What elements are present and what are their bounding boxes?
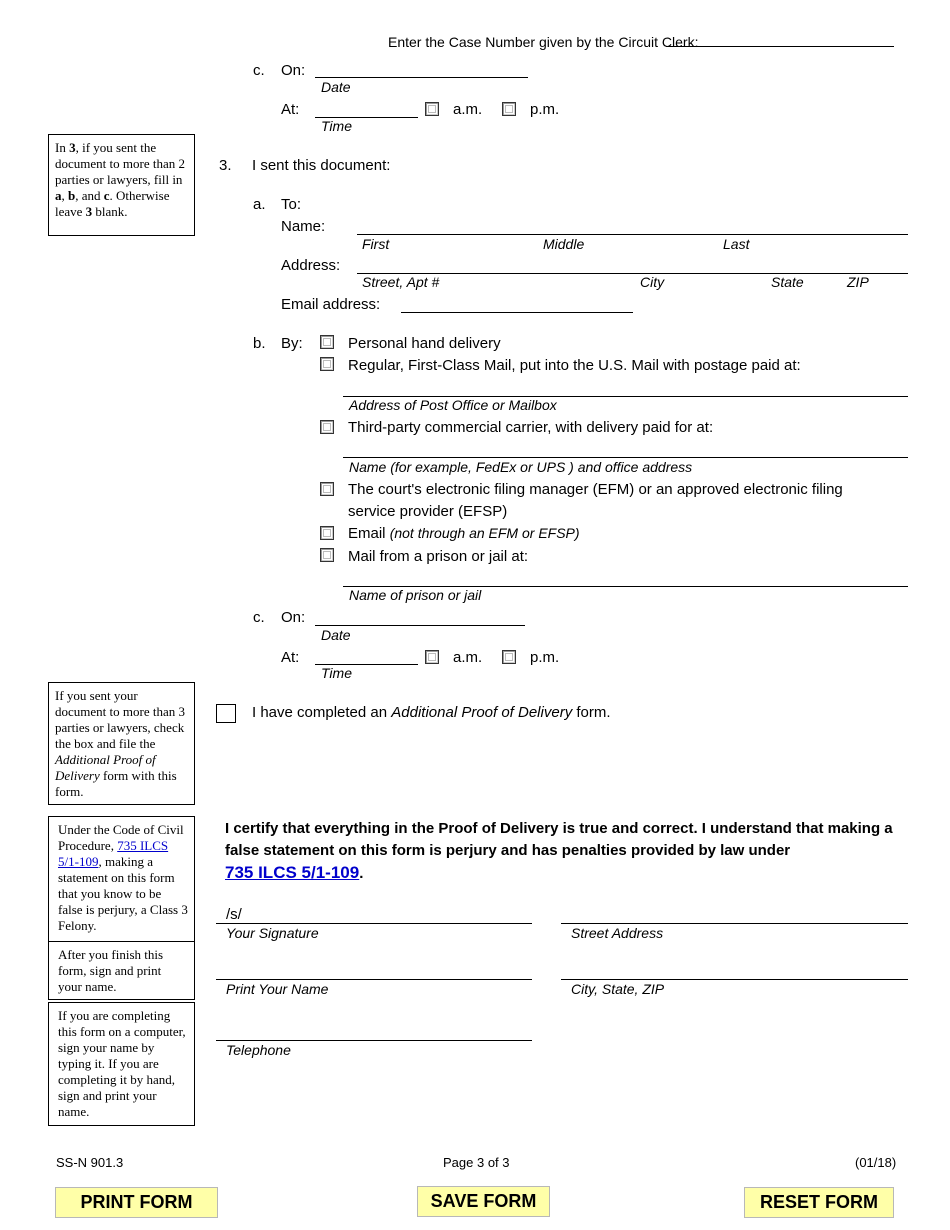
top-date-field[interactable] xyxy=(315,77,528,78)
first-class-mail-checkbox[interactable] xyxy=(320,357,334,371)
a-letter: a. xyxy=(253,196,266,213)
first-class-mail-label: Regular, First-Class Mail, put into the U.S. Mail with postage paid at: xyxy=(348,357,801,374)
save-form-button[interactable]: SAVE FORM xyxy=(417,1186,550,1217)
by-label: By: xyxy=(281,335,303,352)
hand-delivery-checkbox[interactable] xyxy=(320,335,334,349)
carrier-caption: Name (for example, FedEx or UPS ) and office address xyxy=(349,459,693,475)
instruction-box-section3: In 3, if you sent the document to more than 2 parties or lawyers, fill in a, b, and c. Otherwise leave 3 blank. xyxy=(48,134,195,236)
prison-caption: Name of prison or jail xyxy=(349,587,482,603)
top-pm-checkbox[interactable] xyxy=(502,102,516,116)
prison-mail-checkbox[interactable] xyxy=(320,548,334,562)
b-letter: b. xyxy=(253,335,266,352)
post-office-caption: Address of Post Office or Mailbox xyxy=(349,397,557,413)
top-am-label: a.m. xyxy=(453,101,483,118)
certify-statute-link[interactable]: 735 ILCS 5/1-109 xyxy=(225,863,360,882)
telephone-field[interactable] xyxy=(216,1040,532,1041)
section3-number: 3. xyxy=(219,157,232,174)
c-pm-label: p.m. xyxy=(530,649,560,666)
c-date-field[interactable] xyxy=(315,625,525,626)
city-caption: City xyxy=(640,274,665,290)
email-option-label: Email (not through an EFM or EFSP) xyxy=(348,525,580,542)
instruction-box-additional: If you sent your document to more than 3 parties or lawyers, check the box and file the Additional Proof of Delivery form with this form. xyxy=(48,682,195,805)
case-number-field[interactable] xyxy=(666,46,894,47)
carrier-field[interactable] xyxy=(343,457,908,458)
page-number: Page 3 of 3 xyxy=(443,1155,510,1170)
middle-caption: Middle xyxy=(543,236,585,252)
print-form-button[interactable]: PRINT FORM xyxy=(55,1187,218,1218)
top-time-caption: Time xyxy=(321,118,352,134)
instruction-box-computer: If you are completing this form on a computer, sign your name by typing it. If you are completing it by hand, sign and print your name. xyxy=(48,1002,195,1126)
commercial-carrier-checkbox[interactable] xyxy=(320,420,334,434)
email-field[interactable] xyxy=(401,312,633,313)
efm-label-line2: service provider (EFSP) xyxy=(348,503,508,520)
efm-checkbox[interactable] xyxy=(320,482,334,496)
instruction-box-perjury: Under the Code of Civil Procedure, 735 ILCS 5/1-109, making a statement on this form that you know to be false is perjury, a Class 3 Felony. xyxy=(48,816,195,942)
top-pm-label: p.m. xyxy=(530,101,560,118)
print-name-field[interactable] xyxy=(216,979,532,980)
c-on-label: On: xyxy=(281,609,306,626)
city-state-zip-caption: City, State, ZIP xyxy=(571,981,665,997)
case-number-label: Enter the Case Number given by the Circuit Clerk: xyxy=(388,34,699,50)
name-field[interactable] xyxy=(357,234,908,235)
additional-proof-label: I have completed an Additional Proof of Delivery form. xyxy=(252,704,611,721)
section3-title: I sent this document: xyxy=(252,157,391,174)
top-am-checkbox[interactable] xyxy=(425,102,439,116)
city-state-zip-field[interactable] xyxy=(561,979,908,980)
name-label: Name: xyxy=(281,218,326,235)
commercial-carrier-label: Third-party commercial carrier, with delivery paid for at: xyxy=(348,419,714,436)
top-on-label: On: xyxy=(281,62,306,79)
top-c-letter: c. xyxy=(253,62,265,79)
form-date: (01/18) xyxy=(855,1155,897,1170)
email-checkbox[interactable] xyxy=(320,526,334,540)
signature-field[interactable] xyxy=(216,923,532,924)
to-label: To: xyxy=(281,196,302,213)
c-at-label: At: xyxy=(281,649,300,666)
signature-caption: Your Signature xyxy=(226,925,319,941)
top-date-caption: Date xyxy=(321,79,351,95)
street-address-caption: Street Address xyxy=(571,925,664,941)
c-pm-checkbox[interactable] xyxy=(502,650,516,664)
zip-caption: ZIP xyxy=(847,274,869,290)
state-caption: State xyxy=(771,274,804,290)
street-address-field[interactable] xyxy=(561,923,908,924)
hand-delivery-label: Personal hand delivery xyxy=(348,335,501,352)
top-at-label: At: xyxy=(281,101,300,118)
form-id: SS-N 901.3 xyxy=(56,1155,124,1170)
c-letter: c. xyxy=(253,609,265,626)
telephone-caption: Telephone xyxy=(226,1042,291,1058)
efm-label-line1: The court's electronic filing manager (EFM) or an approved electronic filing xyxy=(348,481,843,498)
reset-form-button[interactable]: RESET FORM xyxy=(744,1187,894,1218)
c-am-label: a.m. xyxy=(453,649,483,666)
signature-prefix: /s/ xyxy=(226,906,242,923)
print-name-caption: Print Your Name xyxy=(226,981,329,997)
instruction-box-sign: After you finish this form, sign and print your name. xyxy=(48,941,195,1000)
address-field[interactable] xyxy=(357,273,908,274)
c-date-caption: Date xyxy=(321,627,351,643)
street-caption: Street, Apt # xyxy=(362,274,440,290)
additional-proof-checkbox[interactable] xyxy=(216,704,236,723)
certification-statement: I certify that everything in the Proof of Delivery is true and correct. I understand that making a false statement on this form is perjury and has penalties provided by law under 735 ILCS 5/1-109. xyxy=(225,820,893,882)
first-caption: First xyxy=(362,236,390,252)
address-label: Address: xyxy=(281,257,341,274)
c-time-caption: Time xyxy=(321,665,352,681)
last-caption: Last xyxy=(723,236,750,252)
prison-mail-label: Mail from a prison or jail at: xyxy=(348,548,529,565)
side-statute-link[interactable]: 735 ILCS 5/1-109 xyxy=(58,838,169,869)
c-am-checkbox[interactable] xyxy=(425,650,439,664)
email-label: Email address: xyxy=(281,296,381,313)
